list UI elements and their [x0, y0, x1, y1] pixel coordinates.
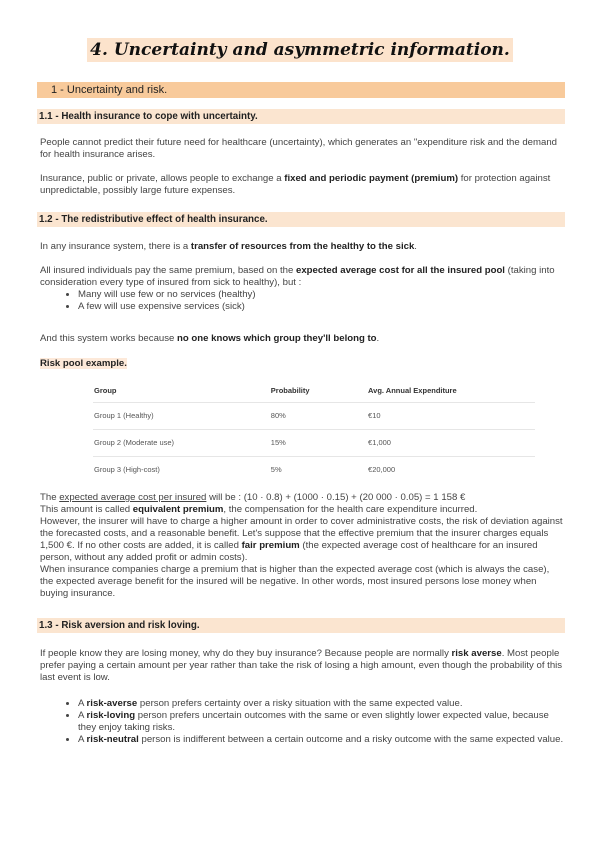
table-row: [93, 430, 535, 457]
paragraph: All insured individuals pay the same premium, based on the expected average cost for all the insured pool (taking into consideration every type of insured from sick to healthy), but : • Many will use few or no services (healthy) • A few will use expensive services (sick): [40, 265, 565, 313]
list-item: • A risk-neutral person is indifferent between a certain outcome and a risky outcome with the same expected value.: [78, 734, 565, 746]
table-row: [93, 457, 535, 484]
cell: €1,000: [367, 430, 535, 457]
table-header-row: [93, 380, 535, 403]
paragraph: Insurance, public or private, allows people to exchange a fixed and periodic payment (premium) for protection against unpredictable, possibly large future expenses.: [40, 173, 551, 196]
list-item: • A risk-averse person prefers certainty over a risky situation with the same expected value.: [78, 698, 565, 710]
cell: 80%: [270, 403, 367, 430]
bullet-list: [40, 698, 565, 746]
header-cell: Avg. Annual Expenditure: [368, 386, 457, 395]
paragraph: If people know they are losing money, why do they buy insurance? Because people are normally risk averse. Most people prefer paying a certain amount per year rather than take the risk of losing a high amount, even though the probability of this last event is low.: [40, 648, 563, 683]
calculation-block: [40, 492, 565, 600]
cell: 15%: [270, 430, 367, 457]
subsection-heading: 1.1 - Health insurance to cope with uncertainty.: [37, 109, 565, 124]
subsection-heading: 1.3 - Risk aversion and risk loving.: [37, 618, 565, 633]
document-title: [0, 40, 600, 60]
paragraph: In any insurance system, there is a transfer of resources from the healthy to the sick.: [40, 241, 417, 252]
paragraph: People cannot predict their future need for healthcare (uncertainty), which generates an "expenditure risk and the demand for health insurance arises.: [40, 137, 557, 160]
risk-pool-table: [93, 380, 535, 483]
example-label: Risk pool example.: [40, 358, 127, 369]
paragraph: When insurance companies charge a premium that is higher than the expected average cost (which is always the case), the expected average benefit for the insured will be negative. In other words, most insured persons lose money when buying insurance.: [40, 564, 550, 599]
paragraph: However, the insurer will have to charge a higher amount in order to cover administrative costs, the risk of deviation against the forecasted costs, and a reasonable benefit. Let's suppose that the effective premium that the insurer charges equals 1,500 €. If no other costs are added, it is called fair premium (the expected average cost of healthcare for an insured person, without any added profit or admin costs).: [40, 516, 563, 563]
cell: 5%: [270, 457, 367, 484]
cell: €20,000: [367, 457, 535, 484]
list-item: • Many will use few or no services (healthy): [78, 289, 565, 301]
header-cell: Group: [94, 386, 117, 395]
paragraph: The expected average cost per insured will be : (10 · 0.8) + (1000 · 0.15) + (20 000 · 0.05) = 1 158 €: [40, 492, 466, 503]
cell: Group 1 (Healthy): [93, 403, 270, 430]
cell: €10: [367, 403, 535, 430]
section-heading: 1 - Uncertainty and risk.: [37, 82, 565, 98]
cell: Group 3 (High-cost): [93, 457, 270, 484]
paragraph: And this system works because no one knows which group they'll belong to.: [40, 333, 380, 344]
header-cell: Probability: [270, 386, 310, 395]
subsection-heading: 1.2 - The redistributive effect of health insurance.: [37, 212, 565, 227]
table-row: [93, 403, 535, 430]
bullet-list: [40, 289, 565, 313]
paragraph: This amount is called equivalent premium, the compensation for the health care expenditure incurred.: [40, 504, 478, 515]
list-item: • A risk-loving person prefers uncertain outcomes with the same or even slightly lower expected value, because they enjoy taking risks.: [78, 710, 565, 734]
cell: Group 2 (Moderate use): [93, 430, 270, 457]
list-item: • A few will use expensive services (sick): [78, 301, 565, 313]
title-text: 4. Uncertainty and asymmetric information.: [87, 38, 513, 62]
